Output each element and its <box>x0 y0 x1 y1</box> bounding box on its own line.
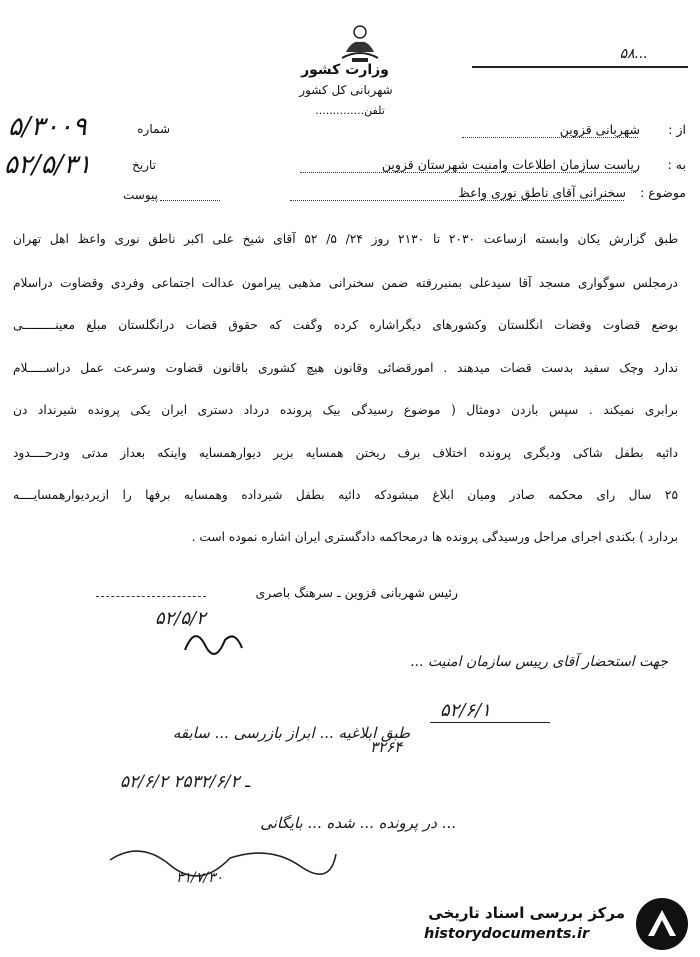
body-line-7: ۲۵ سال رای محکمه صادر ومیان ابلاغ میشودکه دائیه بطفل شیرداده وهمسایه برفها را ازیردیوارهمسایــــه <box>13 488 678 502</box>
body-line-1: طبق گزارش یکان وابسته ازساعت ۲۰۳۰ تا ۲۱۳۰ روز ۲۴/ ۵/ ۵۲ آقای شیخ علی اکبر ناطق نوری واعظ اهل تهران <box>13 232 679 246</box>
attachment-label: پیوست <box>123 188 158 202</box>
subject-value: سخنرانی آقای ناطق نوری واعظ <box>458 185 626 200</box>
archive-logo-icon <box>634 896 690 952</box>
body-line-4: ندارد وچک سفید بدست قضات میدهند . امورقضائی وقانون هیچ کشوری باقانون قضاوت وسرعت عمل دراســـــلام <box>13 361 678 375</box>
body-line-6: دائیه بطفل شاکی ودیگری پرونده اختلاف برف ریختن همسایه بزیر دیوارهمسایه واینکه بعداز مدتی ودرحــــدود <box>13 446 678 460</box>
handwritten-note-1: جهت استحضار آقای رییس سازمان امنیت ... <box>410 654 668 670</box>
ministry-title: وزارت کشور <box>301 62 389 78</box>
body-line-8: بردارد ) بکندی اجرای مراحل ورسیدگی پرونده ها درمحاکمه دادگستری ایران اشاره نموده است . <box>191 530 678 544</box>
handwritten-note-2-date: ۵۲/۶/۲ ـ ۲۵۳۲/۶/۲ <box>120 772 251 792</box>
archive-name: مرکز بررسی اسناد تاریخی <box>428 904 625 922</box>
letter-number-label: شماره <box>137 122 170 136</box>
subject-label: موضوع : <box>640 185 686 200</box>
stamp-number: ۵۸... <box>619 46 648 62</box>
handwritten-note-3: ... در پرونده ... شده ... بایگانی <box>260 814 456 832</box>
handwritten-note-1-date: ۵۲/۶/۱ <box>440 700 491 721</box>
signature-initials: ۵۲/۵/۲ <box>155 608 206 629</box>
handwritten-note-4: ۳۱/۷/۳۰ <box>176 870 224 886</box>
handwritten-number: ۳۲۶۴ <box>370 738 403 756</box>
archive-url[interactable]: historydocuments.ir <box>424 926 590 942</box>
body-line-3: بوضع قضاوت وقضات انگلستان وکشورهای دیگراشاره کرده وگفت که حقوق قضات درانگلستان مبلغ معینـــــــــی <box>13 318 678 332</box>
handwritten-note-2: طبق ابلاغیه ... ابراز بازرسی ... سابقه <box>172 724 410 742</box>
letter-number-value: ۵/۳۰۰۹ <box>8 112 87 142</box>
to-label: به : <box>667 157 686 172</box>
department-name: شهربانی کل کشور <box>299 83 393 97</box>
to-value: ریاست سازمان اطلاعات وامنیت شهرستان قزوین <box>381 157 640 172</box>
signature-scribble-icon <box>180 620 250 660</box>
phone-line: تلفن.............. <box>315 104 385 117</box>
letter-date-label: تاریخ <box>132 158 156 172</box>
from-label: از : <box>668 122 686 137</box>
letter-date-value: ۵۲/۵/۳۱ <box>4 150 92 180</box>
from-value: شهربانی قزوین <box>559 122 640 137</box>
signer-title: رئیس شهربانی قزوین ـ سرهنگ باصری <box>255 585 458 600</box>
body-line-5: برابری نمیکند . سپس بازدن دومثال ( موضوع رسیدگی بیک پرونده درداد دستری ایران یکی پرونده شیرنداد دن <box>13 403 678 417</box>
lion-and-sun-emblem-icon <box>338 22 382 64</box>
body-line-2: درمجلس سوگواری مسجد آقا سیدعلی بمنبررفته ضمن سخنرانی مذهبی پیرامون عدالت اجتماعی وفردی وقضاوت دراسلام <box>13 276 678 290</box>
registry-stamp <box>472 40 688 74</box>
